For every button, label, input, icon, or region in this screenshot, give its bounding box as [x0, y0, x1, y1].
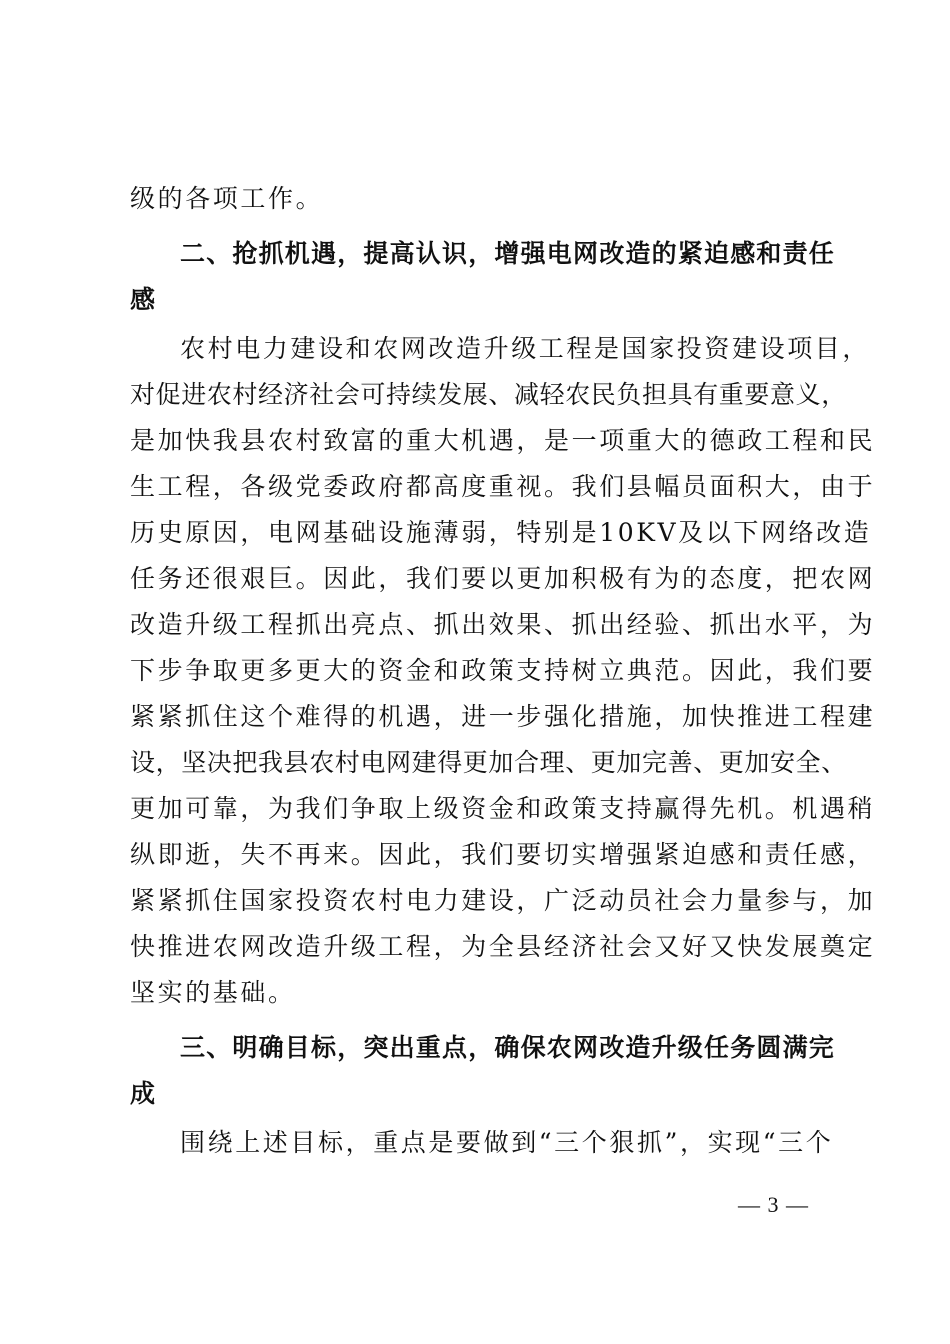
text-line: 生工程，各级党委政府都高度重视。我们县幅员面积大，由于 — [130, 472, 876, 501]
text-line: 任务还很艰巨。因此，我们要以更加积极有为的态度，把农网 — [130, 564, 876, 593]
text-line: 紧紧抓住这个难得的机遇，进一步强化措施，加快推进工程建 — [130, 702, 876, 731]
text-line: 更加可靠，为我们争取上级资金和政策支持赢得先机。机遇稍 — [130, 794, 876, 823]
page-number: — 3 — — [738, 1192, 809, 1217]
heading-line: 成 — [130, 1079, 157, 1108]
section-heading-3 — [130, 1025, 836, 1117]
paragraph-continuation — [130, 176, 830, 222]
text-line: 纵即逝，失不再来。因此，我们要切实增强紧迫感和责任感， — [130, 840, 876, 869]
text-line: 对促进农村经济社会可持续发展、减轻农民负担具有重要意义， — [130, 380, 847, 409]
text-line: 围绕上述目标，重点是要做到“三个狠抓”，实现“三个 — [180, 1128, 834, 1157]
text-line: 改造升级工程抓出亮点、抓出效果、抓出经验、抓出水平，为 — [130, 610, 876, 639]
heading-line: 三、明确目标，突出重点，确保农网改造升级任务圆满完 — [180, 1033, 836, 1062]
text-line: 农村电力建设和农网改造升级工程是国家投资建设项目， — [180, 334, 871, 363]
heading-line: 感 — [130, 285, 157, 314]
section-heading-2 — [130, 231, 836, 323]
text-line: 紧紧抓住国家投资农村电力建设，广泛动员社会力量参与，加 — [130, 886, 876, 915]
text-line: 是加快我县农村致富的重大机遇，是一项重大的德政工程和民 — [130, 426, 876, 455]
text-line: 设，坚决把我县农村电网建得更加合理、更加完善、更加安全、 — [130, 748, 847, 777]
text-line: 历史原因，电网基础设施薄弱，特别是10KV及以下网络改造 — [130, 518, 872, 547]
heading-line: 二、抢抓机遇，提高认识，增强电网改造的紧迫感和责任 — [180, 239, 836, 268]
document-body — [130, 176, 876, 1166]
paragraph-section-2 — [130, 326, 876, 1016]
paragraph-section-3 — [130, 1120, 834, 1166]
text-line: 快推进农网改造升级工程，为全县经济社会又好又快发展奠定 — [130, 932, 876, 961]
text-line: 级的各项工作。 — [130, 184, 324, 213]
text-line: 下步争取更多更大的资金和政策支持树立典范。因此，我们要 — [130, 656, 876, 685]
text-line: 坚实的基础。 — [130, 978, 296, 1007]
